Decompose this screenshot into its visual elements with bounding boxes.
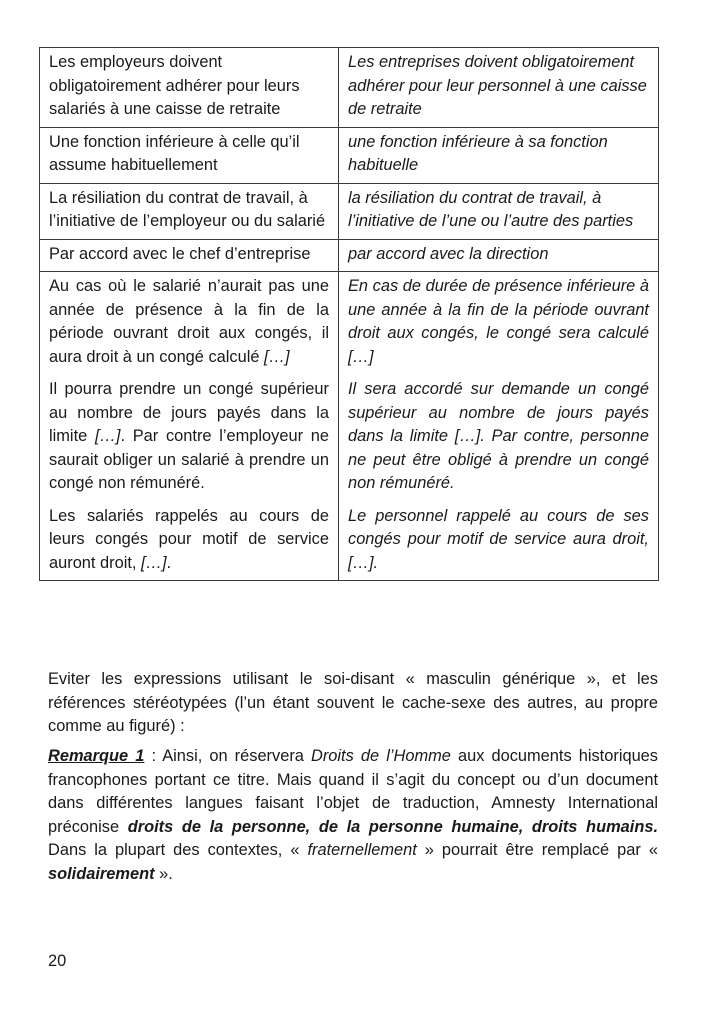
intro-paragraph: Eviter les expressions utilisant le soi-disant « masculin générique », et les références stéréotypées (l’un étant souvent le cache-sexe des autres, au propre comme au figuré) : — [48, 670, 658, 735]
word-emphasis: solidairement — [48, 864, 155, 883]
page-number: 20 — [48, 952, 67, 970]
paragraph: En cas de durée de présence inférieure à une année à la fin de la période ouvrant droit aux congés, le congé sera calculé […] — [348, 277, 649, 366]
table-cell-rewrite: par accord avec la direction — [339, 239, 659, 272]
table-row — [40, 183, 659, 239]
paragraph: Les salariés rappelés au cours de leurs congés pour motif de service auront droit, […]. — [49, 506, 329, 572]
term-emphasis: Droits de l’Homme — [311, 747, 451, 765]
table-cell-rewrite — [339, 272, 659, 581]
table-row — [40, 48, 659, 128]
table-cell-rewrite: la résiliation du contrat de travail, à l’initiative de l’une ou l’autre des parties — [339, 183, 659, 239]
table-cell-rewrite: Les entreprises doivent obligatoirement adhérer pour leur personnel à une caisse de retraite — [339, 48, 659, 128]
recommended-terms: droits de la personne, de la personne humaine, droits humains. — [127, 817, 659, 836]
table-cell-original: Les employeurs doivent obligatoirement adhérer pour leurs salariés à une caisse de retraite — [40, 48, 339, 128]
table-cell-original — [40, 272, 339, 581]
table-cell-rewrite: une fonction inférieure à sa fonction habituelle — [339, 127, 659, 183]
paragraph: Au cas où le salarié n’aurait pas une année de présence à la fin de la période ouvrant droit aux congés, il aura droit à un congé calculé […] — [49, 277, 329, 366]
table-cell-original: Par accord avec le chef d’entreprise — [40, 239, 339, 272]
paragraph: Il pourra prendre un congé supérieur au nombre de jours payés dans la limite […]. Par contre l’employeur ne saurait obliger un salarié à prendre un congé non rémunéré. — [49, 380, 329, 492]
table-row — [40, 239, 659, 272]
remark-label: Remarque 1 — [48, 747, 145, 765]
word-emphasis: fraternellement — [307, 841, 417, 859]
table-cell-original: Une fonction inférieure à celle qu’il assume habituellement — [40, 127, 339, 183]
comparison-table — [39, 47, 659, 581]
paragraph: Le personnel rappelé au cours de ses congés pour motif de service aura droit, […]. — [348, 506, 649, 572]
table-row — [40, 272, 659, 581]
paragraph: Il sera accordé sur demande un congé supérieur au nombre de jours payés dans la limite […]. Par contre, personne ne peut être obligé à prendre un congé non rémunéré. — [348, 380, 649, 492]
table-cell-original: La résiliation du contrat de travail, à l’initiative de l’employeur ou du salarié — [40, 183, 339, 239]
remark-paragraph: Remarque 1 : Ainsi, on réservera Droits de l’Homme aux documents historiques francophones portant ce titre. Mais quand il s’agit du concept ou d’un document dans différentes langues faisant l’objet de traduction, Amnesty International préconise droits de la personne, de la personne humaine, droits humains. Dans la plupart des contextes, « fraternellement » pourrait être remplacé par « solidairement ». — [48, 747, 659, 883]
table-row — [40, 127, 659, 183]
